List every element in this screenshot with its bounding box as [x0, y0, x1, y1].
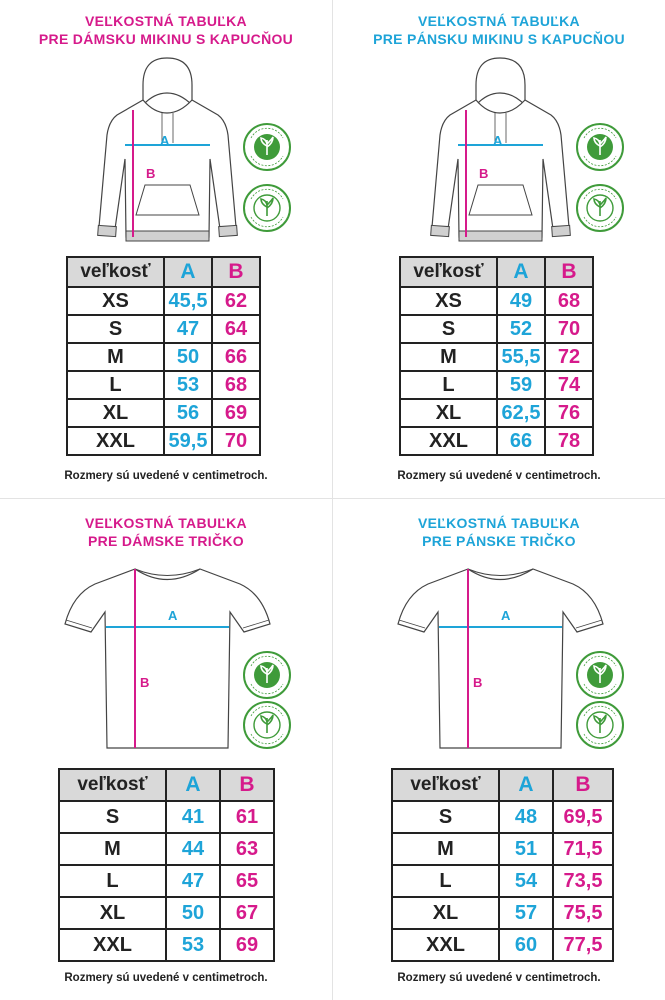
panel-title-line2: PRE PÁNSKU MIKINU S KAPUCŇOU: [373, 31, 625, 47]
header-a: A: [166, 769, 220, 801]
panel-title-line1: VEĽKOSTNÁ TABUĽKA: [418, 515, 580, 531]
cell-b: 71,5: [553, 833, 613, 865]
measure-a-label: A: [168, 608, 178, 623]
cell-size: XXL: [67, 427, 164, 455]
table-row: [59, 897, 274, 929]
table-row: [59, 929, 274, 961]
measure-b-label: B: [473, 675, 483, 690]
cell-b: 67: [220, 897, 274, 929]
header-b: B: [212, 257, 260, 287]
organic-blended-badge-icon: [242, 183, 292, 233]
cell-a: 57: [499, 897, 553, 929]
cell-size: M: [59, 833, 166, 865]
table-row: [392, 865, 613, 897]
cell-size: XXL: [59, 929, 166, 961]
table-row: [392, 929, 613, 961]
table-header-row: [400, 257, 593, 287]
header-a: A: [164, 257, 212, 287]
organic-100-badge-icon: [575, 122, 625, 172]
units-note: Rozmery sú uvedené v centimetroch.: [397, 972, 601, 984]
table-row: [400, 399, 593, 427]
table-row: [59, 801, 274, 833]
cell-a: 62,5: [497, 399, 545, 427]
cell-a: 52: [497, 315, 545, 343]
cell-b: 78: [545, 427, 593, 455]
table-row: [67, 343, 260, 371]
header-size: veľkosť: [59, 769, 166, 801]
cell-b: 77,5: [553, 929, 613, 961]
cell-a: 51: [499, 833, 553, 865]
cell-size: XXL: [392, 929, 499, 961]
cell-size: L: [59, 865, 166, 897]
cell-b: 69,5: [553, 801, 613, 833]
cell-size: S: [400, 315, 497, 343]
cell-a: 56: [164, 399, 212, 427]
cell-a: 60: [499, 929, 553, 961]
cell-a: 41: [166, 801, 220, 833]
panel-title-line1: VEĽKOSTNÁ TABUĽKA: [418, 13, 580, 29]
panel-title-line2: PRE PÁNSKE TRIČKO: [422, 533, 576, 549]
cell-b: 72: [545, 343, 593, 371]
header-a: A: [497, 257, 545, 287]
cell-size: M: [392, 833, 499, 865]
table-row: [67, 399, 260, 427]
units-note: Rozmery sú uvedené v centimetroch.: [64, 470, 268, 482]
cell-a: 54: [499, 865, 553, 897]
cell-b: 68: [545, 287, 593, 315]
cell-b: 74: [545, 371, 593, 399]
cell-a: 59,5: [164, 427, 212, 455]
cell-size: L: [392, 865, 499, 897]
table-row: [392, 801, 613, 833]
cell-size: L: [67, 371, 164, 399]
header-a: A: [499, 769, 553, 801]
panel-womens-tshirt: [0, 500, 332, 998]
header-b: B: [553, 769, 613, 801]
organic-blended-badge-icon: [575, 183, 625, 233]
cell-size: S: [67, 315, 164, 343]
cell-a: 49: [497, 287, 545, 315]
cell-b: 75,5: [553, 897, 613, 929]
panel-mens-tshirt: [333, 500, 665, 998]
cell-b: 70: [545, 315, 593, 343]
cell-size: XS: [67, 287, 164, 315]
cell-size: S: [392, 801, 499, 833]
horizontal-divider: [0, 498, 665, 499]
table-row: [400, 287, 593, 315]
cell-size: XL: [67, 399, 164, 427]
table-row: [67, 287, 260, 315]
table-row: [400, 343, 593, 371]
cell-a: 44: [166, 833, 220, 865]
cell-b: 66: [212, 343, 260, 371]
table-header-row: [59, 769, 274, 801]
organic-100-badge-icon: [575, 650, 625, 700]
size-table: [399, 256, 594, 456]
cell-a: 47: [166, 865, 220, 897]
header-b: B: [220, 769, 274, 801]
size-table: [66, 256, 261, 456]
hoodie-illustration: [95, 55, 240, 250]
units-note: Rozmery sú uvedené v centimetroch.: [397, 470, 601, 482]
table-header-row: [67, 257, 260, 287]
cell-size: M: [67, 343, 164, 371]
cell-a: 53: [164, 371, 212, 399]
header-b: B: [545, 257, 593, 287]
panel-title-line1: VEĽKOSTNÁ TABUĽKA: [85, 13, 247, 29]
cell-b: 68: [212, 371, 260, 399]
cell-b: 70: [212, 427, 260, 455]
cell-b: 76: [545, 399, 593, 427]
cell-a: 50: [166, 897, 220, 929]
cell-a: 50: [164, 343, 212, 371]
cell-b: 61: [220, 801, 274, 833]
size-table: [58, 768, 275, 962]
cell-a: 66: [497, 427, 545, 455]
cell-size: XL: [59, 897, 166, 929]
cell-a: 47: [164, 315, 212, 343]
cell-size: XL: [400, 399, 497, 427]
cell-b: 65: [220, 865, 274, 897]
cell-size: XL: [392, 897, 499, 929]
cell-a: 59: [497, 371, 545, 399]
measure-b-label: B: [479, 166, 489, 181]
cell-b: 64: [212, 315, 260, 343]
table-row: [59, 833, 274, 865]
cell-a: 48: [499, 801, 553, 833]
hoodie-illustration: [428, 55, 573, 250]
table-row: [67, 315, 260, 343]
table-row: [67, 371, 260, 399]
header-size: veľkosť: [67, 257, 164, 287]
cell-size: S: [59, 801, 166, 833]
table-row: [59, 865, 274, 897]
size-table: [391, 768, 614, 962]
cell-a: 53: [166, 929, 220, 961]
cell-size: XXL: [400, 427, 497, 455]
cell-b: 69: [212, 399, 260, 427]
cell-b: 62: [212, 287, 260, 315]
measure-a-label: A: [501, 608, 511, 623]
organic-100-badge-icon: [242, 650, 292, 700]
units-note: Rozmery sú uvedené v centimetroch.: [64, 972, 268, 984]
table-row: [67, 427, 260, 455]
measure-b-label: B: [140, 675, 150, 690]
measure-b-label: B: [146, 166, 156, 181]
table-row: [400, 427, 593, 455]
table-row: [392, 897, 613, 929]
organic-blended-badge-icon: [242, 700, 292, 750]
cell-size: L: [400, 371, 497, 399]
cell-a: 45,5: [164, 287, 212, 315]
panel-title-line1: VEĽKOSTNÁ TABUĽKA: [85, 515, 247, 531]
panel-mens-hoodie: [333, 0, 665, 498]
panel-title-line2: PRE DÁMSKE TRIČKO: [88, 533, 244, 549]
measure-a-label: A: [493, 133, 503, 148]
measure-a-label: A: [160, 133, 170, 148]
table-row: [392, 833, 613, 865]
cell-b: 69: [220, 929, 274, 961]
cell-b: 63: [220, 833, 274, 865]
organic-blended-badge-icon: [575, 700, 625, 750]
organic-100-badge-icon: [242, 122, 292, 172]
header-size: veľkosť: [400, 257, 497, 287]
panel-womens-hoodie: [0, 0, 332, 498]
cell-a: 55,5: [497, 343, 545, 371]
panel-title-line2: PRE DÁMSKU MIKINU S KAPUCŇOU: [38, 31, 294, 47]
table-row: [400, 315, 593, 343]
table-header-row: [392, 769, 613, 801]
table-row: [400, 371, 593, 399]
cell-size: XS: [400, 287, 497, 315]
cell-b: 73,5: [553, 865, 613, 897]
header-size: veľkosť: [392, 769, 499, 801]
cell-size: M: [400, 343, 497, 371]
